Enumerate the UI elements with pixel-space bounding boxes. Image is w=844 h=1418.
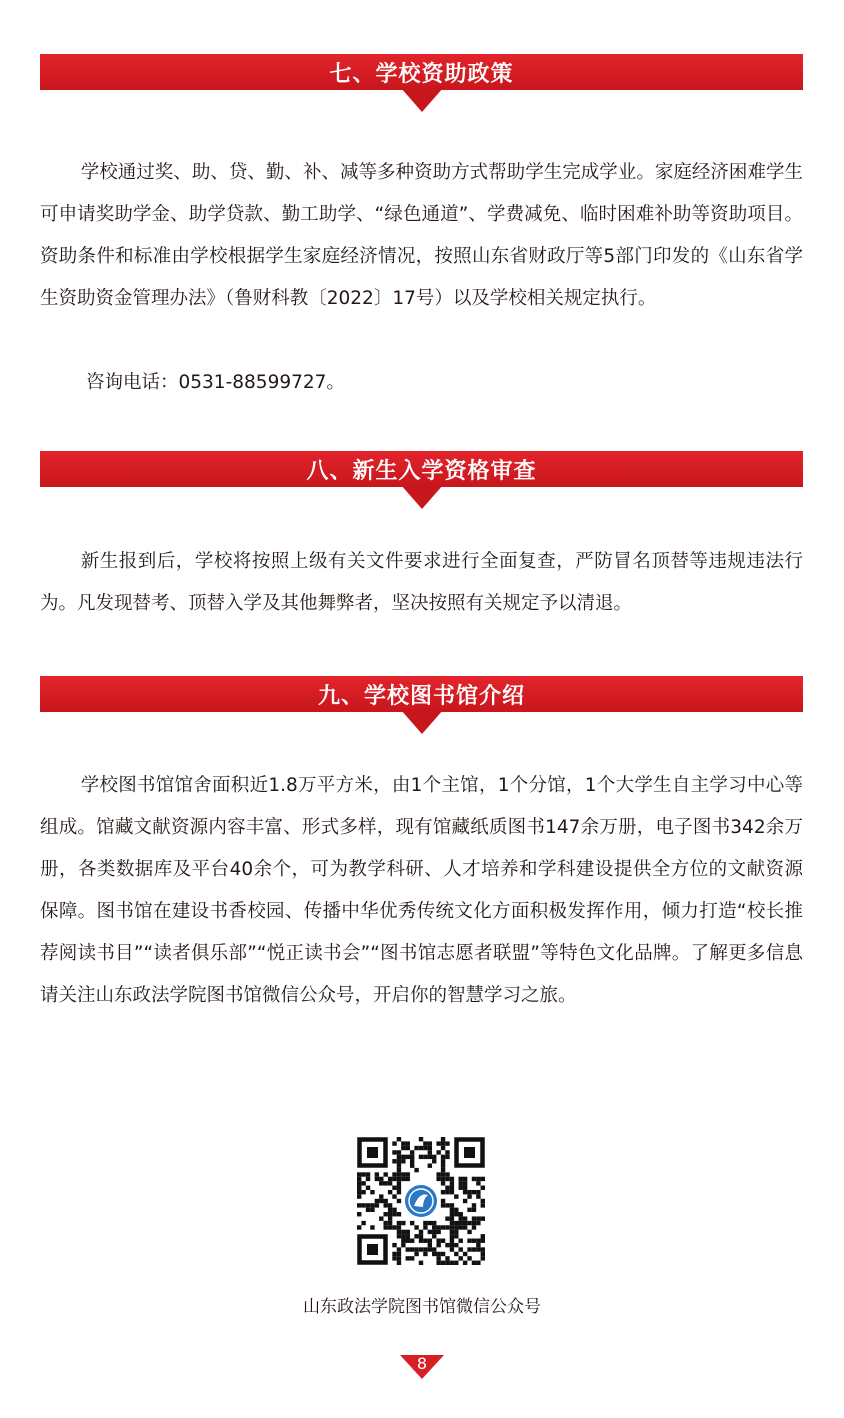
- qr-code-icon[interactable]: [357, 1137, 485, 1265]
- section-title: 七、学校资助政策: [329, 61, 514, 87]
- section-paragraph: 新生报到后，学校将按照上级有关文件要求进行全面复查，严防冒名顶替等违规违法行为。凡发现替考、顶替入学及其他舞弊者，坚决按照有关规定予以清退。: [40, 551, 803, 614]
- section-paragraph: 学校通过奖、助、贷、勤、补、减等多种资助方式帮助学生完成学业。家庭经济困难学生可申请奖助学金、助学贷款、勤工助学、“绿色通道”、学费减免、临时困难补助等资助项目。资助条件和标准由学校根据学生家庭经济情况，按照山东省财政厅等5部门印发的《山东省学生资助资金管理办法》（鲁财科教〔2022〕17号）以及学校相关规定执行。: [40, 162, 803, 309]
- section-banner-7: [40, 54, 803, 90]
- section-title: 八、新生入学资格审查: [306, 458, 537, 484]
- section-banner-8: [40, 451, 803, 487]
- section-banner-9: [40, 676, 803, 712]
- section-title: 九、学校图书馆介绍: [317, 683, 525, 709]
- section-paragraph: 学校图书馆馆舍面积近1.8万平方米，由1个主馆，1个分馆，1个大学生自主学习中心等组成。馆藏文献资源内容丰富、形式多样，现有馆藏纸质图书147余万册，电子图书342余万册，各类数据库及平台40余个，可为教学科研、人才培养和学科建设提供全方位的文献资源保障。图书馆在建设书香校园、传播中华优秀传统文化方面积极发挥作用，倾力打造“校长推荐阅读书目”“读者俱乐部”“悦正读书会”“图书馆志愿者联盟”等特色文化品牌。了解更多信息请关注山东政法学院图书馆微信公众号，开启你的智慧学习之旅。: [40, 775, 803, 1006]
- contact-phone: 咨询电话：0531-88599727。: [86, 372, 345, 393]
- qr-caption: 山东政法学院图书馆微信公众号: [303, 1297, 541, 1317]
- page-number: 8: [416, 1354, 428, 1373]
